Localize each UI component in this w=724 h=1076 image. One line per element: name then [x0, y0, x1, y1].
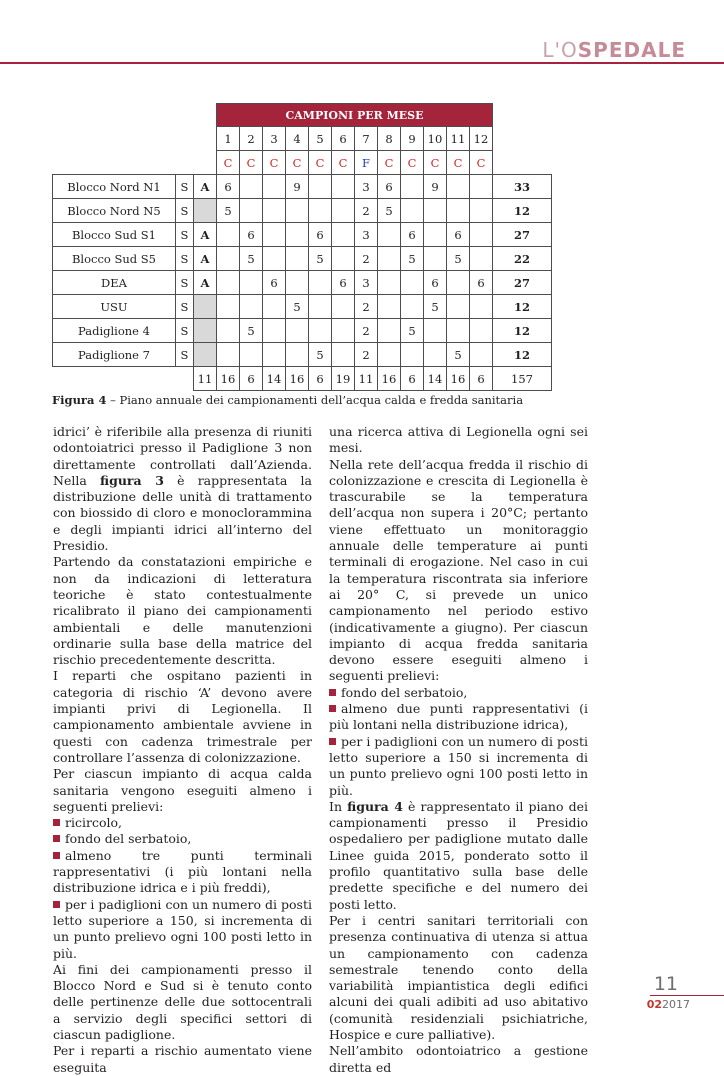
table-title-row	[53, 104, 552, 127]
column-total: 11	[194, 367, 217, 391]
value-cell	[286, 271, 309, 295]
code-cell: C	[447, 151, 470, 175]
value-cell	[401, 343, 424, 367]
code-cell: C	[424, 151, 447, 175]
bullet-icon	[53, 852, 60, 859]
value-cell	[470, 343, 493, 367]
month-header: 10	[424, 127, 447, 151]
value-cell	[470, 247, 493, 271]
s-cell: S	[176, 319, 194, 343]
column-total: 16	[447, 367, 470, 391]
bullet-icon	[53, 819, 60, 826]
month-header: 3	[263, 127, 286, 151]
value-cell	[332, 199, 355, 223]
bullet-icon	[53, 835, 60, 842]
issue-label: 022017	[646, 998, 690, 1011]
value-cell	[424, 319, 447, 343]
column-total: 6	[240, 367, 263, 391]
value-cell: 6	[332, 271, 355, 295]
value-cell: 2	[355, 319, 378, 343]
value-cell	[447, 319, 470, 343]
value-cell	[263, 319, 286, 343]
value-cell	[378, 247, 401, 271]
row-total: 27	[493, 271, 552, 295]
paragraph: idrici’ è riferibile alla presenza di riuniti odontoiatrici presso il Padiglione 3 non direttamente controllati dall’Azienda. Nella figura 3 è rappresentata la distribuzione delle unità di trattamento con biossido di cloro e monoclorammina e degli impianti idrici all’interno del Presidio.	[53, 424, 312, 554]
blank-cell	[53, 104, 217, 127]
column-total: 16	[217, 367, 240, 391]
value-cell	[263, 295, 286, 319]
value-cell: 2	[355, 199, 378, 223]
month-header: 11	[447, 127, 470, 151]
value-cell: 6	[424, 271, 447, 295]
pavilion-name: Blocco Nord N5	[53, 199, 176, 223]
value-cell	[217, 295, 240, 319]
month-header: 9	[401, 127, 424, 151]
month-header: 12	[470, 127, 493, 151]
pavilion-name: DEA	[53, 271, 176, 295]
row-total: 12	[493, 319, 552, 343]
a-cell: A	[194, 175, 217, 199]
value-cell	[286, 319, 309, 343]
column-total: 19	[332, 367, 355, 391]
s-cell: S	[176, 271, 194, 295]
value-cell: 5	[378, 199, 401, 223]
value-cell	[378, 343, 401, 367]
bullet-item: fondo del serbatoio,	[329, 685, 588, 701]
blank-cell	[493, 151, 552, 175]
value-cell: 6	[217, 175, 240, 199]
a-cell: A	[194, 247, 217, 271]
paragraph: I reparti che ospitano pazienti in categoria di rischio ‘A’ devono avere impianti privi di Legionella. Il campionamento ambientale avviene in questi con cadenza trimestrale per controllare l’assenza di colonizzazione.	[53, 668, 312, 765]
bullet-item: per i padiglioni con un numero di posti letto superiore a 150 si incrementa di un punto prelievo ogni 100 posti letto in più.	[329, 733, 588, 798]
value-cell	[424, 223, 447, 247]
value-cell	[332, 343, 355, 367]
value-cell	[332, 223, 355, 247]
column-total: 11	[355, 367, 378, 391]
column-total: 14	[424, 367, 447, 391]
value-cell	[447, 271, 470, 295]
blank-cell	[53, 127, 217, 151]
column-total: 6	[470, 367, 493, 391]
value-cell	[263, 223, 286, 247]
month-header: 1	[217, 127, 240, 151]
value-cell	[470, 175, 493, 199]
value-cell: 6	[401, 223, 424, 247]
value-cell: 6	[240, 223, 263, 247]
blank-cell	[53, 151, 217, 175]
blank-cell	[53, 367, 194, 391]
value-cell	[447, 295, 470, 319]
value-cell: 5	[286, 295, 309, 319]
code-cell: C	[378, 151, 401, 175]
s-cell: S	[176, 175, 194, 199]
pavilion-name: Blocco Sud S5	[53, 247, 176, 271]
paragraph: Partendo da constatazioni empiriche e non da indicazioni di letteratura teoriche è stato contestualmente ricalibrato il piano dei campionamenti ambientali e delle manutenzioni ordinarie sulla base della matrice del rischio precedentemente descritta.	[53, 554, 312, 668]
pavilion-name: Blocco Nord N1	[53, 175, 176, 199]
code-row	[53, 151, 552, 175]
column-total: 14	[263, 367, 286, 391]
a-cell	[194, 343, 217, 367]
table-row	[53, 175, 552, 199]
header-rule	[0, 62, 724, 64]
table-row	[53, 247, 552, 271]
value-cell	[309, 175, 332, 199]
value-cell	[447, 175, 470, 199]
value-cell: 2	[355, 295, 378, 319]
value-cell	[332, 295, 355, 319]
value-cell	[378, 223, 401, 247]
table-row	[53, 223, 552, 247]
s-cell: S	[176, 247, 194, 271]
paragraph: una ricerca attiva di Legionella ogni sei mesi.	[329, 424, 588, 456]
value-cell	[401, 271, 424, 295]
page-number: 11	[653, 973, 678, 995]
value-cell: 3	[355, 223, 378, 247]
footer-rule	[650, 995, 724, 996]
value-cell	[424, 343, 447, 367]
value-cell	[332, 175, 355, 199]
code-cell: F	[355, 151, 378, 175]
value-cell: 6	[309, 223, 332, 247]
value-cell	[309, 271, 332, 295]
sampling-table	[52, 103, 552, 391]
paragraph: Ai fini dei campionamenti presso il Blocco Nord e Sud si è tenuto conto delle pertinenze delle due sottocentrali a servizio degli specifici settori di ciascun padiglione.	[53, 961, 312, 1042]
s-cell: S	[176, 295, 194, 319]
bullet-icon	[53, 901, 60, 908]
left-column	[53, 424, 312, 1076]
value-cell: 5	[217, 199, 240, 223]
paragraph: In figura 4 è rappresentato il piano dei campionamenti presso il Presidio ospedaliero per padiglione mutato dalle Linee guida 2015, ponderato sotto il profilo quantitativo sulla base delle predette specifiche e del numero dei posti letto.	[329, 798, 588, 912]
bullet-icon	[329, 705, 336, 712]
value-cell: 5	[401, 247, 424, 271]
paragraph: Nella rete dell’acqua fredda il rischio di colonizzazione e crescita di Legionella è trascurabile se la temperatura dell’acqua non supera i 20°C; pertanto viene effettuato un monitoraggio annuale delle temperature ai punti terminali di erogazione. Nel caso in cui la temperatura riscontrata sia inferiore ai 20° C, si prevede un unico campionamento nel periodo estivo (indicativamente a giugno). Per ciascun impianto di acqua fredda sanitaria devono essere eseguiti almeno i seguenti prelievi:	[329, 456, 588, 684]
column-total: 16	[378, 367, 401, 391]
bullet-item: per i padiglioni con un numero di posti letto superiore a 150, si incrementa di un punto prelievo ogni 100 posti letto in più.	[53, 896, 312, 961]
pavilion-name: Padiglione 7	[53, 343, 176, 367]
value-cell: 5	[401, 319, 424, 343]
pavilion-name: USU	[53, 295, 176, 319]
bullet-item: fondo del serbatoio,	[53, 831, 312, 847]
value-cell: 6	[378, 175, 401, 199]
value-cell	[309, 319, 332, 343]
grand-total: 157	[493, 367, 552, 391]
value-cell	[470, 199, 493, 223]
row-total: 12	[493, 295, 552, 319]
column-total: 16	[286, 367, 309, 391]
totals-row	[53, 367, 552, 391]
value-cell	[401, 295, 424, 319]
value-cell	[263, 199, 286, 223]
value-cell	[286, 199, 309, 223]
value-cell	[401, 199, 424, 223]
value-cell	[263, 175, 286, 199]
month-header: 5	[309, 127, 332, 151]
table-row	[53, 319, 552, 343]
value-cell: 6	[470, 271, 493, 295]
value-cell	[263, 343, 286, 367]
month-header: 6	[332, 127, 355, 151]
month-header: 8	[378, 127, 401, 151]
value-cell: 9	[286, 175, 309, 199]
pavilion-name: Padiglione 4	[53, 319, 176, 343]
bullet-item: ricircolo,	[53, 815, 312, 831]
value-cell: 2	[355, 247, 378, 271]
value-cell: 5	[309, 343, 332, 367]
value-cell	[470, 223, 493, 247]
value-cell	[424, 247, 447, 271]
table-row	[53, 295, 552, 319]
value-cell: 5	[309, 247, 332, 271]
a-cell	[194, 295, 217, 319]
bullet-icon	[329, 738, 336, 745]
column-total: 6	[401, 367, 424, 391]
value-cell	[263, 247, 286, 271]
value-cell	[240, 295, 263, 319]
value-cell	[401, 175, 424, 199]
value-cell	[286, 343, 309, 367]
table-title: CAMPIONI PER MESE	[217, 104, 493, 127]
value-cell: 6	[447, 223, 470, 247]
paragraph: Per ciascun impianto di acqua calda sanitaria vengono eseguiti almeno i seguenti prelievi:	[53, 766, 312, 814]
paragraph: Per i reparti a rischio aumentato viene eseguita	[53, 1043, 312, 1075]
code-cell: C	[401, 151, 424, 175]
value-cell	[378, 319, 401, 343]
value-cell	[309, 199, 332, 223]
value-cell	[424, 199, 447, 223]
value-cell: 5	[447, 247, 470, 271]
table-row	[53, 271, 552, 295]
bullet-item: almeno due punti rappresentativi (i più lontani nella distribuzione idrica),	[329, 701, 588, 733]
value-cell: 6	[263, 271, 286, 295]
code-cell: C	[286, 151, 309, 175]
value-cell	[217, 223, 240, 247]
paragraph: Per i centri sanitari territoriali con presenza continuativa di utenza si attua un campionamento con cadenza semestrale tenendo conto della variabilità impiantistica degli edifici alcuni dei quali adibiti ad uso abitativo (comunità residenziali psichiatriche, Hospice e cure palliative).	[329, 912, 588, 1042]
figure-caption: Figura 4 – Piano annuale dei campionamenti dell’acqua calda e fredda sanitaria	[52, 393, 524, 407]
row-total: 22	[493, 247, 552, 271]
right-column	[329, 424, 588, 1076]
value-cell	[378, 271, 401, 295]
month-row	[53, 127, 552, 151]
value-cell: 5	[240, 319, 263, 343]
code-cell: C	[217, 151, 240, 175]
value-cell	[240, 271, 263, 295]
value-cell: 2	[355, 343, 378, 367]
code-cell: C	[309, 151, 332, 175]
column-total: 6	[309, 367, 332, 391]
row-total: 27	[493, 223, 552, 247]
bullet-item: almeno tre punti terminali rappresentativi (i più lontani nella distribuzione idrica e i più freddi),	[53, 847, 312, 896]
value-cell	[470, 295, 493, 319]
value-cell: 5	[424, 295, 447, 319]
month-header: 2	[240, 127, 263, 151]
month-header: 7	[355, 127, 378, 151]
code-cell: C	[332, 151, 355, 175]
value-cell: 5	[240, 247, 263, 271]
value-cell	[240, 343, 263, 367]
value-cell	[447, 199, 470, 223]
value-cell	[217, 343, 240, 367]
code-cell: C	[240, 151, 263, 175]
value-cell	[286, 223, 309, 247]
value-cell	[240, 175, 263, 199]
blank-cell	[493, 127, 552, 151]
value-cell	[470, 319, 493, 343]
row-total: 33	[493, 175, 552, 199]
value-cell	[309, 295, 332, 319]
s-cell: S	[176, 343, 194, 367]
value-cell	[217, 247, 240, 271]
blank-cell	[493, 104, 552, 127]
table-row	[53, 343, 552, 367]
value-cell	[332, 247, 355, 271]
row-total: 12	[493, 199, 552, 223]
journal-logo: L'OSPEDALE	[542, 38, 686, 62]
value-cell	[378, 295, 401, 319]
a-cell	[194, 199, 217, 223]
value-cell	[217, 319, 240, 343]
month-header: 4	[286, 127, 309, 151]
value-cell: 3	[355, 271, 378, 295]
value-cell: 5	[447, 343, 470, 367]
value-cell	[286, 247, 309, 271]
pavilion-name: Blocco Sud S1	[53, 223, 176, 247]
code-cell: C	[263, 151, 286, 175]
value-cell	[240, 199, 263, 223]
a-cell	[194, 319, 217, 343]
s-cell: S	[176, 199, 194, 223]
s-cell: S	[176, 223, 194, 247]
code-cell: C	[470, 151, 493, 175]
bullet-icon	[329, 689, 336, 696]
a-cell: A	[194, 223, 217, 247]
value-cell: 9	[424, 175, 447, 199]
value-cell	[332, 319, 355, 343]
table-row	[53, 199, 552, 223]
value-cell: 3	[355, 175, 378, 199]
row-total: 12	[493, 343, 552, 367]
a-cell: A	[194, 271, 217, 295]
value-cell	[217, 271, 240, 295]
paragraph: Nell’ambito odontoiatrico a gestione diretta ed	[329, 1043, 588, 1075]
